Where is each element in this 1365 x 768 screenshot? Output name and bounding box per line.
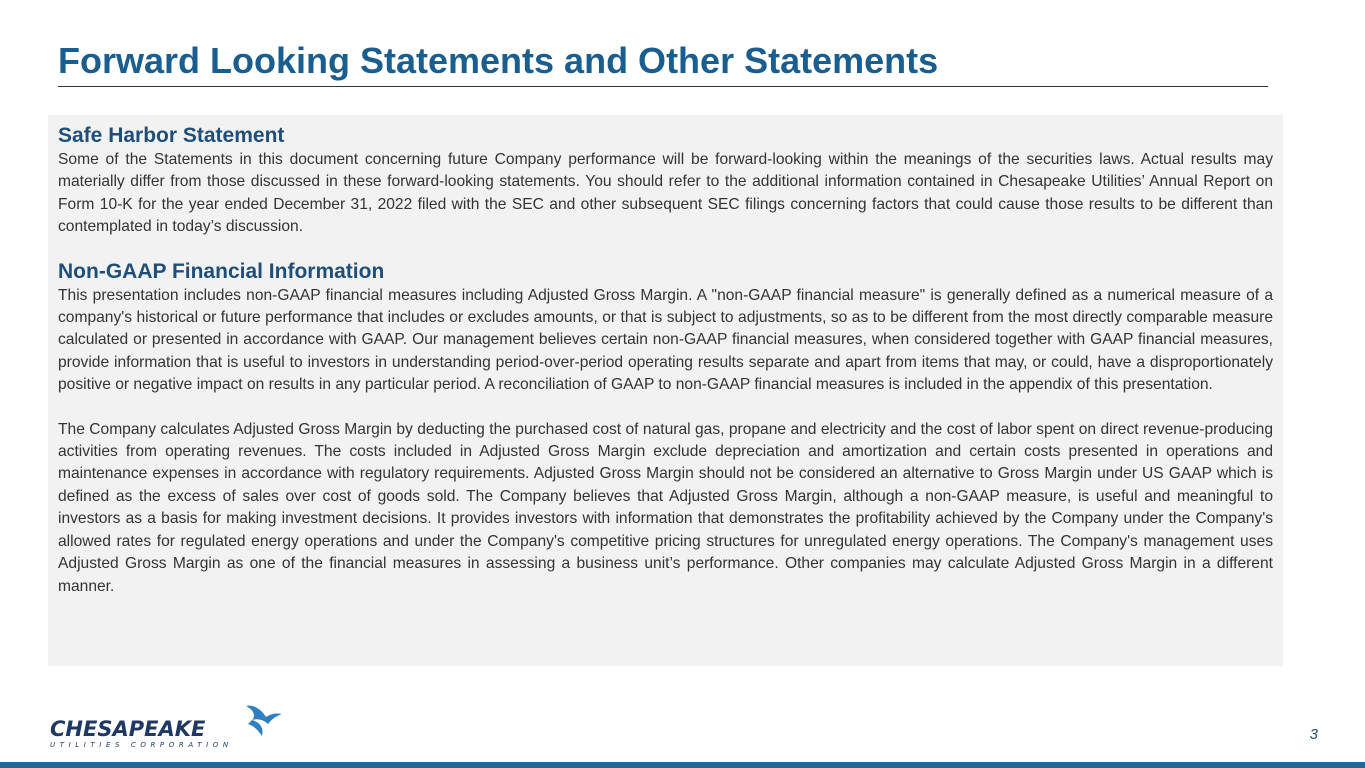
non-gaap-text-1: This presentation includes non-GAAP financial measures including Adjusted Gross Margin. A "non-GAAP financial measure" is generally defined as a numerical measure of a company's historical or future performance that includes or excludes amounts, or that is subject to adjustments, so as to be different from the most directly comparable measure calculated or presented in accordance with GAAP. Our management believes certain non-GAAP financial measures, when considered together with GAAP financial measures, provide information that is useful to investors in understanding period-over-period operating results separate and apart from items that may, or could, have a disproportionately positive or negative impact on results in any particular period. A reconciliation of GAAP to non-GAAP financial measures is included in the appendix of this presentation. (58, 286, 1273, 394)
paragraph-spacer (58, 397, 1273, 419)
non-gaap-heading: Non-GAAP Financial Information (58, 259, 385, 283)
logo-wordmark: CHESAPEAKE (50, 717, 206, 741)
non-gaap-text-2: The Company calculates Adjusted Gross Margin by deducting the purchased cost of natural gas, propane and electricity and the cost of labor spent on direct revenue-producing activities from operating revenues. The costs included in Adjusted Gross Margin exclude depreciation and amortization and certain costs presented in operations and maintenance expenses in accordance with regulatory requirements. Adjusted Gross Margin should not be considered an alternative to Gross Margin under US GAAP which is defined as the excess of sales over cost of goods sold. The Company believes that Adjusted Gross Margin, although a non-GAAP measure, is useful and meaningful to investors as a basis for making investment decisions. It provides investors with information that demonstrates the profitability achieved by the Company under the Company's allowed rates for regulated energy operations and under the Company's competitive pricing structures for unregulated energy operations. The Company's management uses Adjusted Gross Margin as one of the financial measures in assessing a business unit’s performance. Other companies may calculate Adjusted Gross Margin in a different manner. (58, 420, 1273, 595)
footer-bar (0, 762, 1365, 768)
company-logo (48, 700, 283, 750)
safe-harbor-text: Some of the Statements in this document concerning future Company performance will be forward-looking within the meanings of the securities laws. Actual results may materially differ from those discussed in these forward-looking statements. You should refer to the additional information contained in Chesapeake Utilities’ Annual Report on Form 10-K for the year ended December 31, 2022 filed with the SEC and other subsequent SEC filings concerning factors that could cause those results to be different than contemplated in today’s discussion. (58, 151, 1273, 236)
title-divider (58, 86, 1268, 87)
bird-icon (246, 706, 282, 736)
statement-panel (48, 115, 1283, 666)
safe-harbor-heading: Safe Harbor Statement (58, 124, 285, 147)
page-number: 3 (1309, 726, 1318, 743)
section-spacer (58, 239, 1273, 259)
slide-title: Forward Looking Statements and Other Statements (58, 40, 939, 81)
logo-subtitle: UTILITIES CORPORATION (50, 741, 233, 749)
logo-graphic (48, 700, 283, 750)
